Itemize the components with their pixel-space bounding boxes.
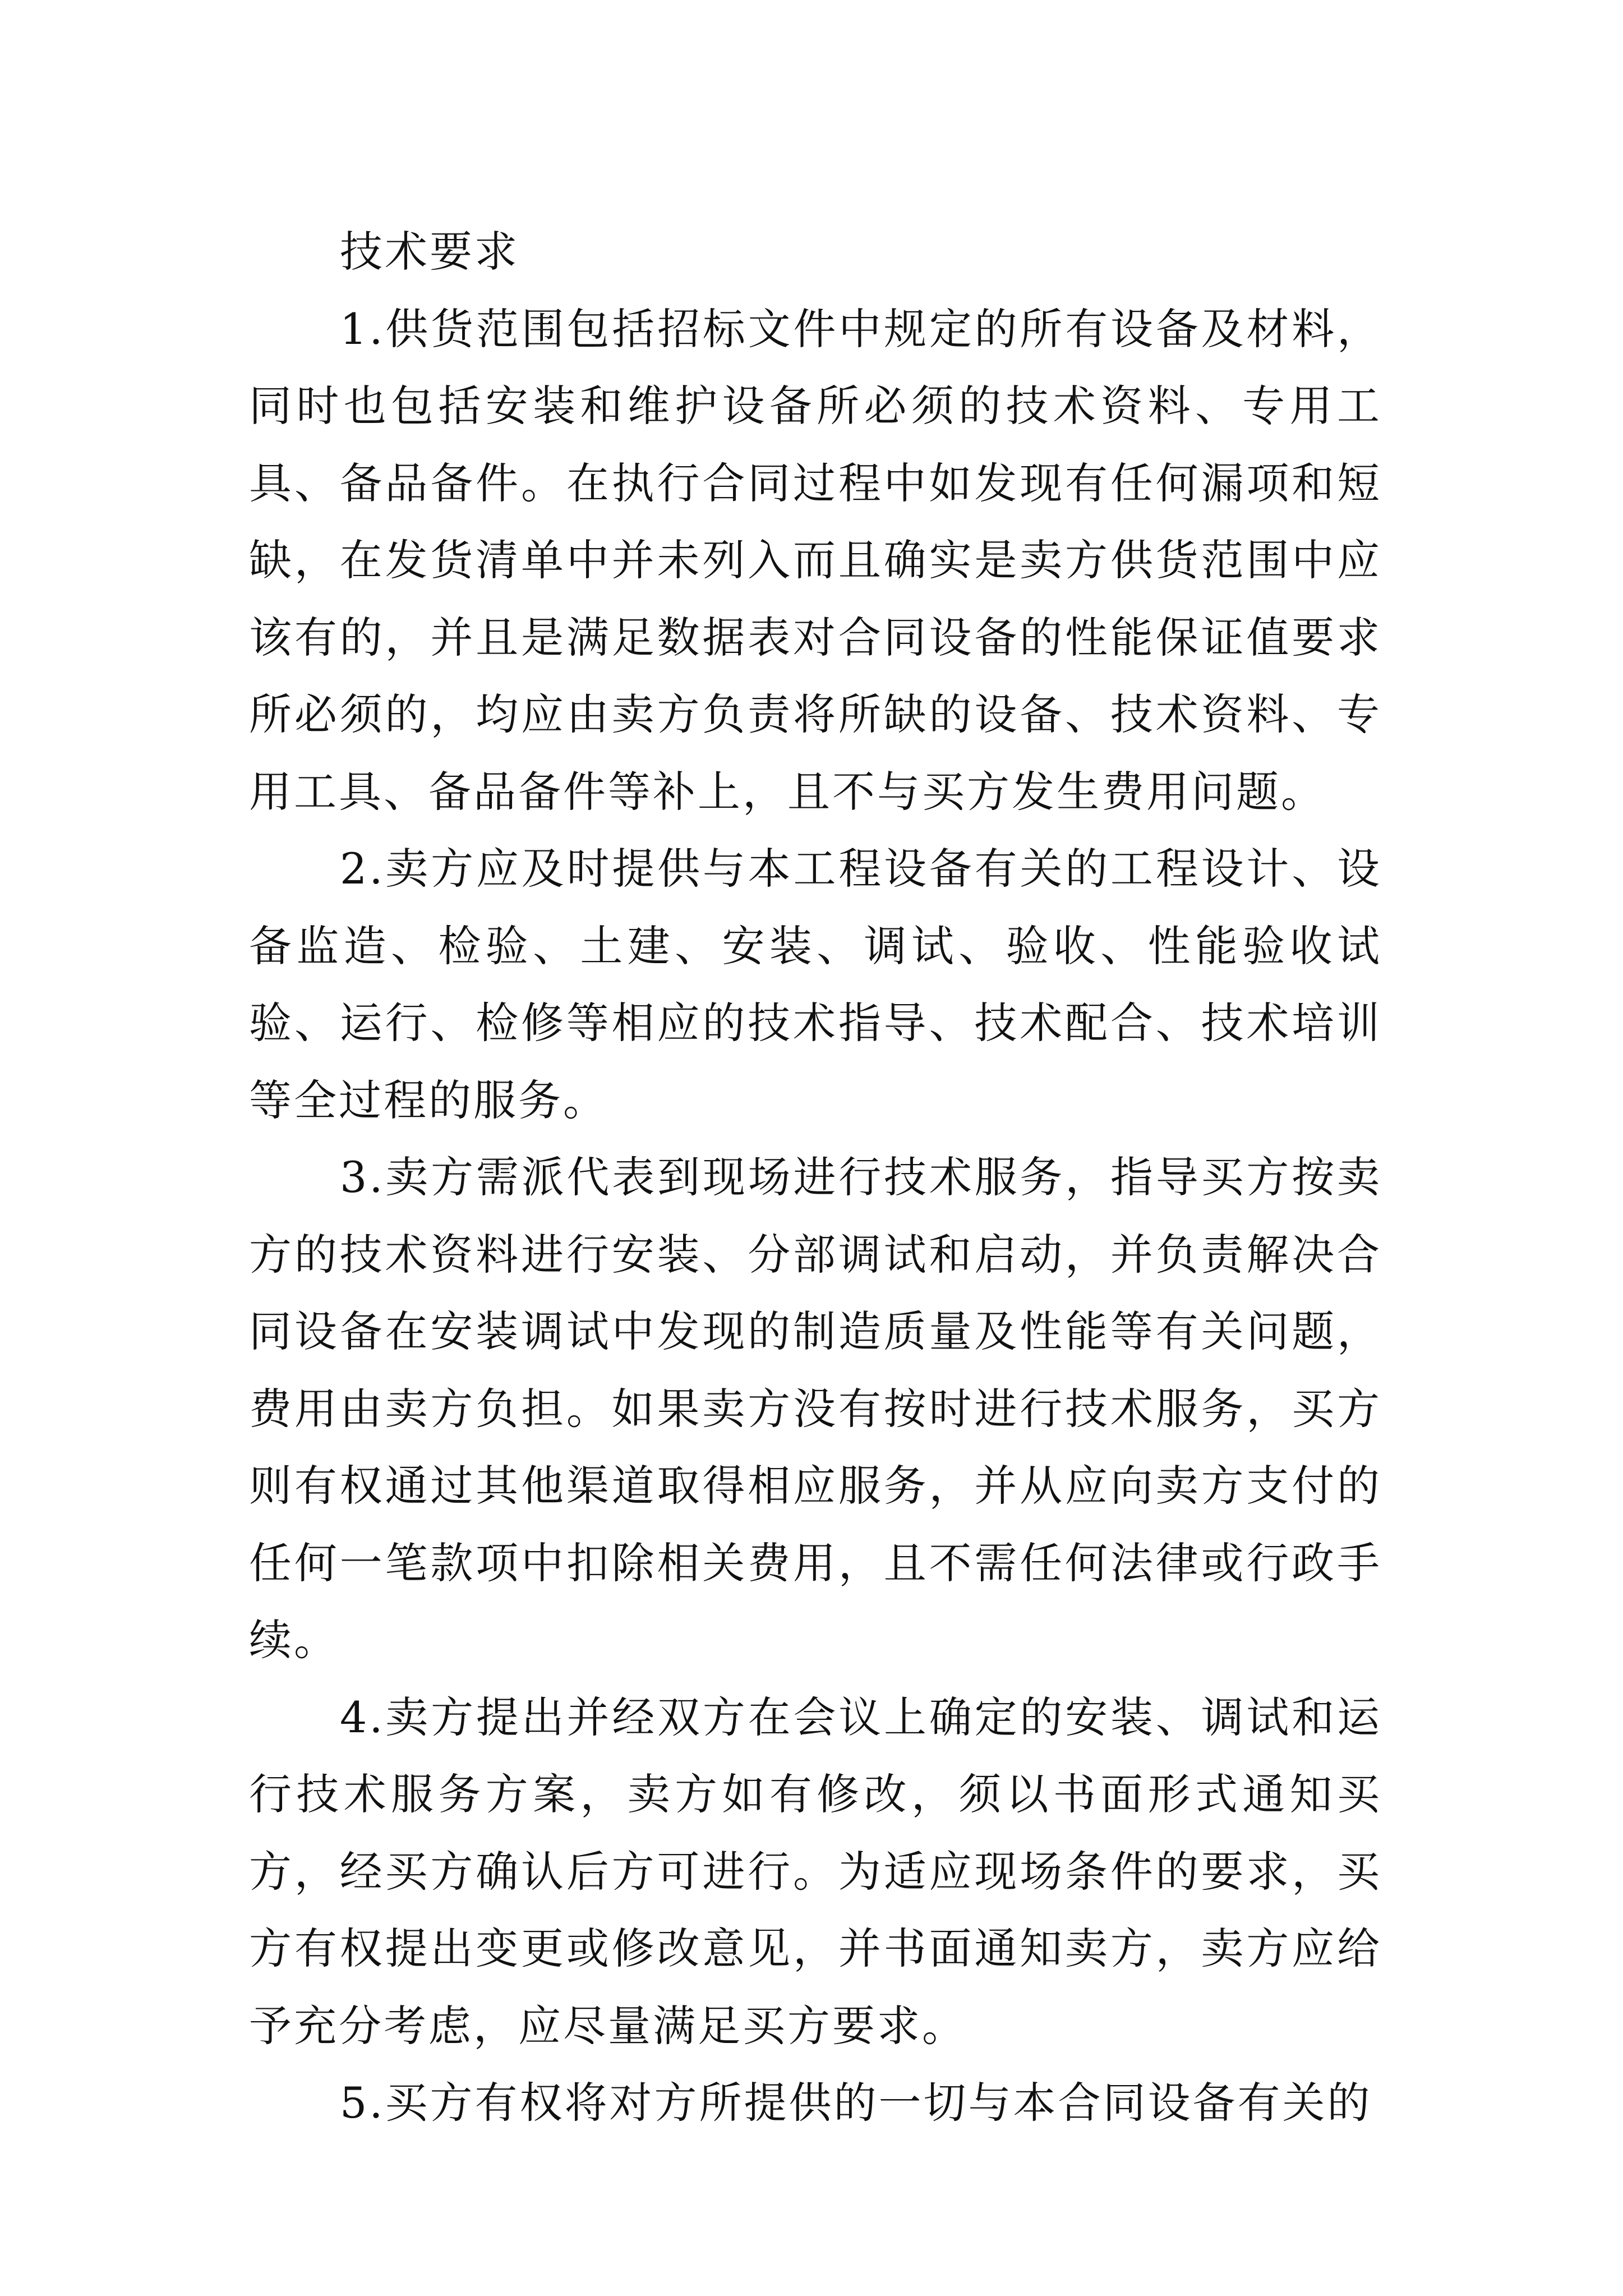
paragraph-4: 4.卖方提出并经双方在会议上确定的安装、调试和运行技术服务方案，卖方如有修改，须以书面形式通知买方，经买方确认后方可进行。为适应现场条件的要求，买方有权提出变更或修改意见，并书面通知卖方，卖方应给予充分考虑，应尽量满足买方要求。 xyxy=(249,1692,1382,2051)
paragraph-3: 3.卖方需派代表到现场进行技术服务，指导买方按卖方的技术资料进行安装、分部调试和启动，并负责解决合同设备在安装调试中发现的制造质量及性能等有关问题，费用由卖方负担。如果卖方没有按时进行技术服务，买方则有权通过其他渠道取得相应服务，并从应向卖方支付的任何一笔款项中扣除相关费用，且不需任何法律或行政手续。 xyxy=(249,1152,1382,1665)
paragraph-5: 5.买方有权将对方所提供的一切与本合同设备有关的 xyxy=(340,2078,1372,2128)
paragraph-1: 1.供货范围包括招标文件中规定的所有设备及材料，同时也包括安装和维护设备所必须的技术资料、专用工具、备品备件。在执行合同过程中如发现有任何漏项和短缺，在发货清单中并未列入而且确实是卖方供货范围中应该有的，并且是满足数据表对合同设备的性能保证值要求所必须的，均应由卖方负责将所缺的设备、技术资料、专用工具、备品备件等补上，且不与买方发生费用问题。 xyxy=(249,303,1382,817)
paragraph-2: 2.卖方应及时提供与本工程设备有关的工程设计、设备监造、检验、土建、安装、调试、验收、性能验收试验、运行、检修等相应的技术指导、技术配合、技术培训等全过程的服务。 xyxy=(249,844,1382,1125)
document-heading: 技术要求 xyxy=(340,227,519,277)
document-body xyxy=(249,213,1382,2142)
